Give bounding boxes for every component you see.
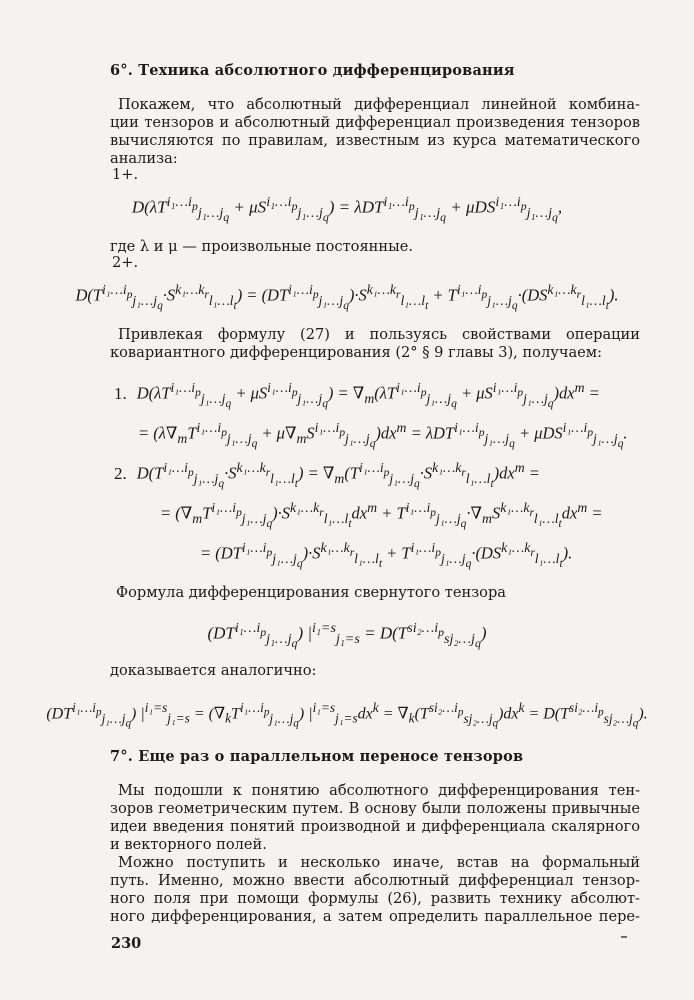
text-line: Можно поступить и несколько иначе, встав на формальный — [118, 854, 640, 871]
item-label: 2+. — [112, 254, 139, 271]
derivation-1-line-1: 1. $D(\lambda T^{i_1\dots i_p}_{j_1\dots j_q} + \mu S^{i_1\dots i_p}_{j_1\dots j_q}) = \nabla_m(\lambda T^{i_1\dots i_p}_{j_1\dots j_q} + \mu S^{i_1\dots i_p}_{j_1\dots j_q})dx^m$ = — [114, 380, 600, 410]
derivation-2-line-3: = $(DT^{i_1\dots i_p}_{j_1\dots j_q})\cdot S^{k_1\dots k_r}_{l_1\dots l_t} + T^{i_1\dots i_p}_{j_1\dots j_q}\cdot(DS^{k_1\dots k_r}_{l_1\dots l_t})$. — [200, 540, 573, 570]
derivation-2-line-2: = $(\nabla_mT^{i_1\dots i_p}_{j_1\dots j_q})\cdot S^{k_1\dots k_r}_{l_1\dots l_t}dx^m + T^{i_1\dots i_p}_{j_1\dots j_q}\cdot\nabla_mS^{k_1\dots k_r}_{l_1\dots l_t}dx^m$ = — [160, 500, 603, 530]
formula-linear-combination: $D(\lambda T^{i_1\dots i_p}_{j_1\dots j_q} + \mu S^{i_1\dots i_p}_{j_1\dots j_q}) = \lambda DT^{i_1\dots i_p}_{j_1\dots j_q} + \mu DS^{i_1\dots i_p}_{j_1\dots j_q}$, — [131, 194, 563, 224]
text-line: идеи введения понятий производной и дифференциала скалярного — [110, 818, 640, 835]
text-line: вычисляются по правилам, известным из курса математического — [110, 132, 640, 149]
text-line: ции тензоров и абсолютный дифференциал произведения тензоров — [110, 114, 640, 131]
text-line: путь. Именно, можно ввести абсолютный дифференциал тензор- — [110, 872, 640, 889]
formula-product: $D(T^{i_1\dots i_p}_{j_1\dots j_q}\cdot S^{k_1\dots k_r}_{l_1\dots l_t}) = (DT^{i_1\dots i_p}_{j_1\dots j_q})\cdot S^{k_1\dots k_r}_{l_1\dots l_t} + T^{i_1\dots i_p}_{j_1\dots j_q}\cdot(DS^{k_1\dots k_r}_{l_1\dots l_t})$. — [75, 282, 619, 312]
text-line: доказывается аналогично: — [110, 662, 317, 679]
text-line: где λ и μ — произвольные постоянные. — [110, 238, 413, 255]
derivation-1-line-2: = $(\lambda\nabla_mT^{i_1\dots i_p}_{j_1\dots j_q} + \mu\nabla_mS^{i_1\dots i_p}_{j_1\dots j_q})dx^m = \lambda DT^{i_1\dots i_p}_{j_1\dots j_q} + \mu DS^{i_1\dots i_p}_{j_1\dots j_q}$. — [138, 420, 628, 450]
text-line: зоров геометрическим путем. В основу были положены привычные — [110, 800, 640, 817]
print-mark — [621, 936, 627, 938]
text-line: Привлекая формулу (27) и пользуясь свойствами операции — [118, 326, 640, 343]
text-line: анализа: — [110, 150, 178, 167]
text-line: Мы подошли к понятию абсолютного дифференцирования тен- — [118, 782, 640, 799]
text-line: ного дифференцирования, а затем определить параллельное пере- — [110, 908, 640, 925]
text-line: и векторного полей. — [110, 836, 267, 853]
item-label: 1+. — [112, 166, 139, 183]
text-line: ковариантного дифференцирования (2° § 9 главы 3), получаем: — [110, 344, 603, 361]
text-line: Формула дифференцирования свернутого тензора — [116, 584, 506, 601]
section-6-heading: 6°. Техника абсолютного дифференцирования — [110, 62, 515, 79]
formula-contracted-derivation: $(DT^{i_1\dots i_p}_{j_1\dots j_q}) |^{i_1=s}_{j_1=s} = (\nabla_kT^{i_1\dots i_p}_{j_1\dots j_q}) |^{i_1=s}_{j_1=s}dx^k = \nabla_k(T^{si_2\dots i_p}_{sj_2\dots j_q})dx^k = D(T^{si_2\dots i_p}_{sj_2\dots j_q})$. — [46, 700, 648, 730]
text-line: Покажем, что абсолютный дифференциал линейной комбина- — [118, 96, 640, 113]
text-line: ного поля при помощи формулы (26), развить технику абсолют- — [110, 890, 640, 907]
section-7-heading: 7°. Еще раз о параллельном переносе тензоров — [110, 748, 524, 765]
derivation-2-line-1: 2. $D(T^{i_1\dots i_p}_{j_1\dots j_q}\cdot S^{k_1\dots k_r}_{l_1\dots l_t}) = \nabla_m(T^{i_1\dots i_p}_{j_1\dots j_q}\cdot S^{k_1\dots k_r}_{l_1\dots l_t})dx^m$ = — [114, 460, 540, 490]
formula-contracted-tensor: $(DT^{i_1\dots i_p}_{j_1\dots j_q}) |^{i_1=s}_{j_1=s} = D(T^{si_2\dots i_p}_{sj_2\dots j_q})$ — [207, 620, 487, 650]
page-number: 230 — [111, 935, 142, 952]
